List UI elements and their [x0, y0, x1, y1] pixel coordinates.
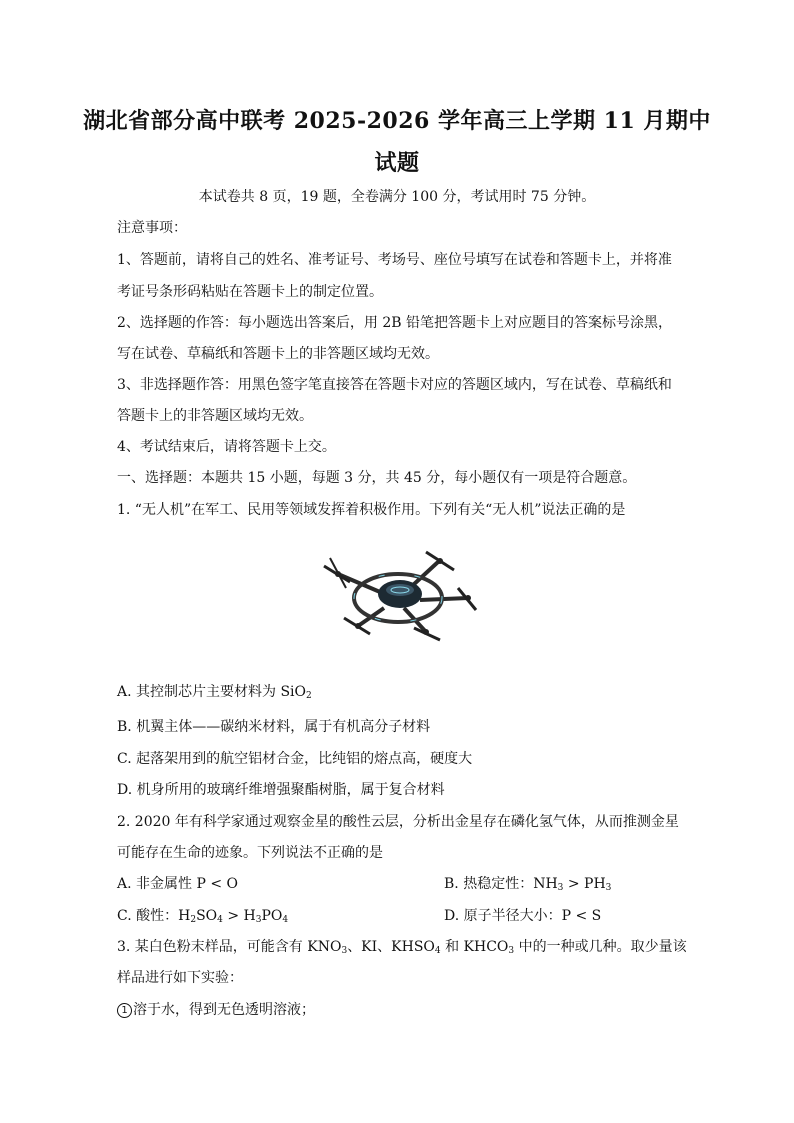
notice-item-4: 4、考试结束后，请将答题卡上交。: [117, 439, 336, 455]
q3-stem-line2: 样品进行如下实验：: [117, 970, 243, 986]
q1-option-c: C. 起落架用到的航空铝材合金，比纯铝的熔点高，硬度大: [117, 751, 473, 767]
notice-item-1a: 1、答题前，请将自己的姓名、准考证号、考场号、座位号填写在试卷和答题卡上，并将准: [117, 252, 672, 268]
exam-title-line2: 试题: [374, 150, 420, 176]
drone-image: [318, 548, 478, 644]
q1-option-d: D. 机身所用的玻璃纤维增强聚酯树脂，属于复合材料: [117, 782, 445, 798]
q2-option-c: C. 酸性：$H_2SO_4 > H_3PO_4$: [117, 908, 289, 925]
q3-stem-line1: 3. 某白色粉末样品，可能含有 $KNO_3$、KI、$KHSO_4$ 和 $KHCO_3$ 中的一种或几种。取少量该: [117, 939, 687, 956]
notice-heading: 注意事项：: [117, 220, 187, 236]
section1-heading: 一、选择题：本题共 15 小题，每题 3 分，共 45 分，每小题仅有一项是符合题意。: [117, 470, 637, 486]
q1-option-b: B. 机翼主体——碳纳米材料，属于有机高分子材料: [117, 719, 431, 735]
notice-item-3b: 答题卡上的非答题区域均无效。: [117, 408, 313, 424]
circled-number-1: 1: [117, 1003, 132, 1018]
q1-stem: 1. “无人机”在军工、民用等领域发挥着积极作用。下列有关“无人机”说法正确的是: [117, 502, 626, 518]
notice-item-1b: 考证号条形码粘贴在答题卡上的制定位置。: [117, 284, 383, 300]
q2-stem-line1: 2. 2020 年有科学家通过观察金星的酸性云层，分析出金星存在磷化氢气体，从而推测金星: [117, 814, 679, 830]
notice-item-3a: 3、非选择题作答：用黑色签字笔直接答在答题卡对应的答题区域内，写在试卷、草稿纸和: [117, 377, 672, 393]
q1-option-a: A. 其控制芯片主要材料为 SiO$_2$: [117, 684, 312, 701]
exam-title-line1: 湖北省部分高中联考 2025-2026 学年高三上学期 11 月期中: [83, 108, 711, 134]
q2-stem-line2: 可能存在生命的迹象。下列说法不正确的是: [117, 845, 383, 861]
exam-subtitle: 本试卷共 8 页，19 题，全卷满分 100 分，考试用时 75 分钟。: [198, 189, 596, 205]
q2-option-a: A. 非金属性 P < O: [117, 876, 238, 892]
notice-item-2b: 写在试卷、草稿纸和答题卡上的非答题区域均无效。: [117, 346, 439, 362]
notice-item-2a: 2、选择题的作答：每小题选出答案后，用 2B 铅笔把答题卡上对应题目的答案标号涂黑，: [117, 315, 673, 331]
q2-option-b: B. 热稳定性：$NH_3 > PH_3$: [444, 876, 612, 893]
q2-option-d: D. 原子半径大小：P < S: [444, 908, 602, 924]
q3-step-1: 1 溶于水，得到无色透明溶液；: [117, 999, 315, 1019]
